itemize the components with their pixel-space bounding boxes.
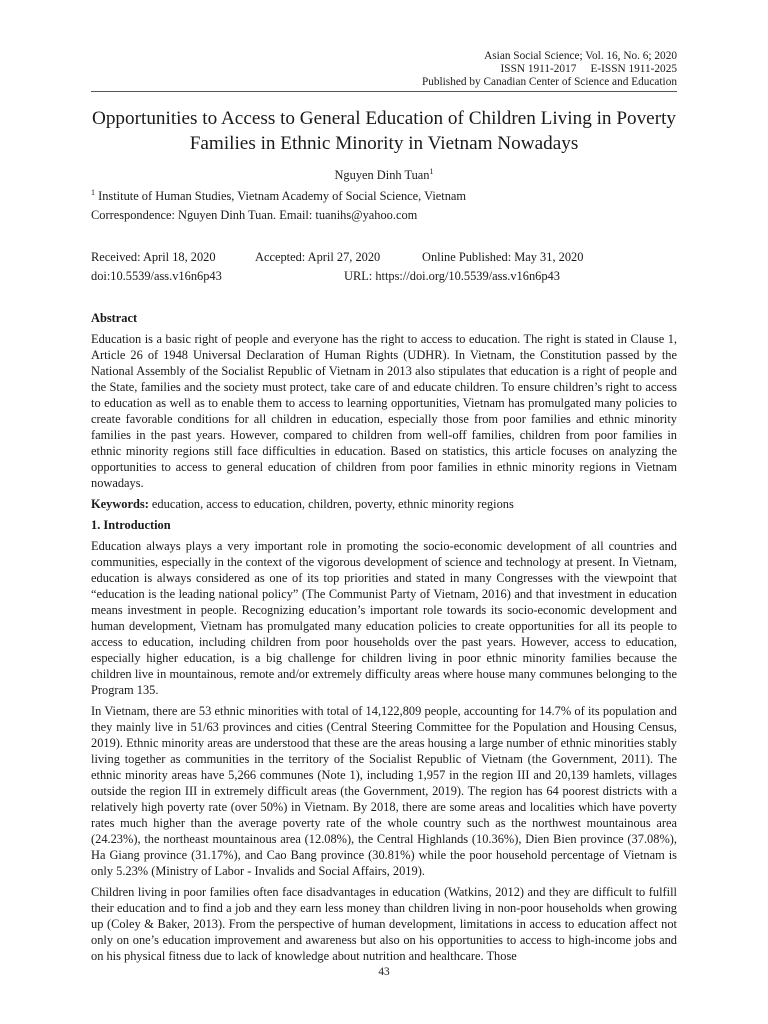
accepted-date: Accepted: April 27, 2020 bbox=[255, 250, 381, 264]
author-name: Nguyen Dinh Tuan bbox=[334, 168, 430, 182]
correspondence: Correspondence: Nguyen Dinh Tuan. Email: tuanihs@yahoo.com bbox=[91, 208, 418, 222]
journal-publisher: Published by Canadian Center of Science and Education bbox=[421, 76, 677, 88]
doi: doi:10.5539/ass.v16n6p43 bbox=[91, 269, 222, 283]
header-rule bbox=[91, 91, 677, 92]
intro-paragraph-2: In Vietnam, there are 53 ethnic minorities with total of 14,122,809 people, accounting for 14.7% of its population and they mainly live in 51/63 provinces and cities (Central Steering Committee for the Population and Housing Census, 2019). Ethnic minority areas are understood that these are the areas housing a large number of ethnic minorities stably living together as communities in the territory of the Socialist Republic of Vietnam (the Government, 2011). The ethnic minority areas have 5,266 communes (Note 1), including 1,957 in the region III and 20,139 hamlets, villages outside the region III in extremely difficult areas (the Government, 2019). The region has 64 poorest districts with a relatively high poverty rate (over 50%) in Vietnam. By 2018, there are some areas and localities which have poverty rates much higher than the average poverty rate of the whole country such as the northwest mountainous area (24.23%), the northeast mountainous area (12.08%), the Central Highlands (10.36%), Dien Bien province (37.08%), Ha Giang province (31.17%), and Cao Bang province (30.81%) while the poor household percentage of Vietnam is only 5.23% (Ministry of Labor - Invalids and Social Affairs, 2019). bbox=[91, 704, 677, 878]
keywords bbox=[91, 496, 677, 512]
paper-body bbox=[91, 310, 677, 969]
affiliation-mark: 1 bbox=[91, 187, 95, 197]
journal-volume: Asian Social Science; Vol. 16, No. 6; 2020 bbox=[484, 50, 677, 62]
intro-paragraph-1: Education always plays a very important role in promoting the socio-economic development of all countries and communities, especially in the context of the vigorous development of science and technology at present. In Vietnam, education is always considered as one of its top priorities and stated in many Congresses with the viewpoint that “education is the leading national policy” (The Communist Party of Vietnam, 2016) and that investment in education means investment in people. Recognizing education’s important role towards its socio-economic development and human development, Vietnam has promulgated many education policies to create opportunities for all its people to access to education, including children from poor households over the past years. However, access to education, especially higher education, is a big challenge for children living in poor ethnic minority families because the children live in mountainous, remote and/or extremely difficulty areas where house many communes belonging to the Program 135. bbox=[91, 539, 677, 697]
intro-paragraph-3: Children living in poor families often face disadvantages in education (Watkins, 2012) and they are difficult to fulfill their education and to find a job and they earn less money than children living in non-poor households when growing up (Coley & Baker, 2013). From the perspective of human development, limitations in access to education affect not only on one’s education improvement and awareness but also on his opportunities to access to high-income jobs and on his physical fitness due to lack of knowledge about nutrition and healthcare. Those bbox=[91, 885, 677, 963]
received-date: Received: April 18, 2020 bbox=[91, 250, 216, 264]
published-date: Online Published: May 31, 2020 bbox=[422, 250, 584, 264]
page-number: 43 bbox=[378, 966, 390, 978]
abstract-text: Education is a basic right of people and everyone has the right to access to education. The right is stated in Clause 1, Article 26 of 1948 Universal Declaration of Human Rights (UDHR). In Vietnam, the Constitution passed by the National Assembly of the Socialist Republic of Vietnam in 2013 also stipulates that education is a right of people and the State, families and the society must protect, take care of and educate children. To ensure children’s right to access to education as well as to enable them to access to learning opportunities, Vietnam has promulgated many policies to create favorable conditions for all children in education, especially those from poor families and ethnic minority families in the past years. However, compared to children from well-off families, children from poor families in ethnic minority regions still face difficulties in education. Based on statistics, this article focuses on analyzing the opportunities to access to general education of children from poor families in ethnic minority regions in Vietnam nowadays. bbox=[91, 332, 677, 490]
url: URL: https://doi.org/10.5539/ass.v16n6p43 bbox=[344, 269, 560, 283]
abstract-heading: Abstract bbox=[91, 311, 138, 325]
journal-issn: ISSN 1911-2017 E-ISSN 1911-2025 bbox=[500, 63, 677, 75]
affiliation bbox=[91, 189, 466, 204]
keywords-text: education, access to education, children, poverty, ethnic minority regions bbox=[148, 497, 514, 511]
affiliation-text: Institute of Human Studies, Vietnam Academy of Social Science, Vietnam bbox=[95, 189, 467, 203]
introduction-heading: 1. Introduction bbox=[91, 518, 171, 532]
paper-title: Opportunities to Access to General Education of Children Living in Poverty Families in Ethnic Minority in Vietnam Nowadays bbox=[91, 108, 677, 154]
author-affiliation-mark: 1 bbox=[429, 166, 434, 176]
journal-header bbox=[422, 50, 677, 89]
keywords-label: Keywords: bbox=[91, 497, 149, 511]
author-line bbox=[91, 168, 677, 183]
